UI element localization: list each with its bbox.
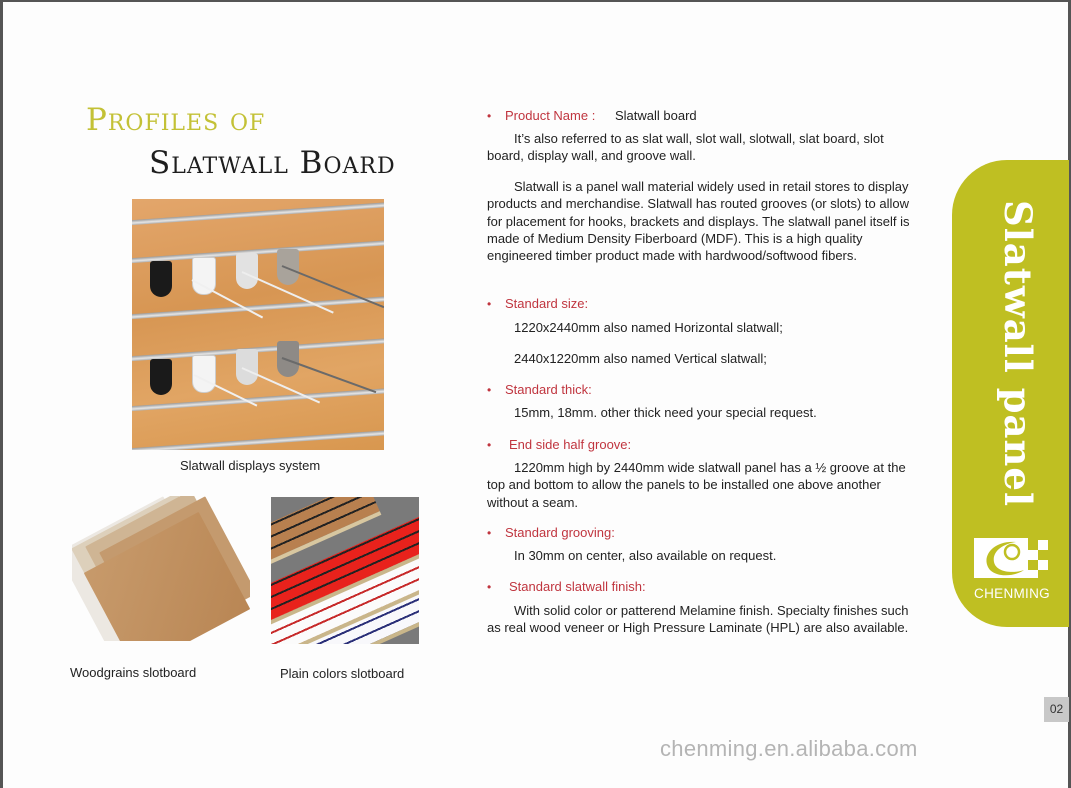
product-name-value: Slatwall board — [615, 108, 697, 123]
product-name-paragraph-2: Slatwall is a panel wall material widely used in retail stores to display products and merchandise. Slatwall has routed grooves (or slots) to allow for placement for hooks, brackets and displays. The slatwall panel itself is made of Medium Density Fiberboard (MDF). This is a high quality engineered timber product made with hardwood/softwood fibers. — [487, 179, 910, 264]
standard-thick-value: 15mm, 18mm. other thick need your special request. — [514, 405, 817, 420]
slat-groove — [132, 201, 384, 227]
black-hook — [150, 261, 172, 297]
plain-colors-caption: Plain colors slotboard — [280, 666, 405, 681]
standard-size-horizontal: 1220x2440mm also named Horizontal slatwall; — [514, 320, 783, 335]
bullet: • — [487, 383, 492, 397]
chenming-logo-icon — [972, 536, 1052, 584]
bullet: • — [487, 438, 492, 452]
watermark: chenming.en.alibaba.com — [660, 736, 918, 761]
slat-groove — [132, 429, 384, 450]
bullet: • — [487, 109, 492, 123]
main-image-caption: Slatwall displays system — [180, 458, 321, 473]
finish-paragraph: With solid color or patterend Melamine finish. Specialty finishes such as real wood veneer or High Pressure Laminate (HPL) are also available. — [487, 603, 909, 636]
woodgrain-slotboard-image — [72, 496, 250, 641]
black-hook — [150, 359, 172, 395]
brand-name: CHENMING — [974, 586, 1050, 601]
heading-line-1: Profiles of — [86, 102, 266, 138]
end-side-paragraph: 1220mm high by 2440mm wide slatwall panel has a ½ groove at the top and bottom to allow the panels to be installed one above another without a seam. — [487, 460, 906, 510]
slatwall-display-image — [132, 199, 384, 450]
grooving-value: In 30mm on center, also available on request. — [514, 548, 777, 563]
silver-hook — [236, 349, 258, 385]
side-tab-title: Slatwall panel — [996, 200, 1040, 508]
standard-size-label: Standard size: — [505, 296, 589, 311]
standard-size-vertical: 2440x1220mm also named Vertical slatwall; — [514, 351, 767, 366]
page-border-top — [0, 0, 1071, 2]
bullet: • — [487, 526, 492, 540]
end-side-label: End side half groove: — [509, 437, 632, 452]
bullet: • — [487, 580, 492, 594]
silver-hook — [236, 253, 258, 289]
product-name-paragraph-1: It’s also referred to as slat wall, slot wall, slotwall, slat board, slot board, display wall, and groove wall. — [487, 131, 884, 164]
heading-line-2: Slatwall Board — [149, 145, 396, 181]
plain-colors-slotboard-image — [271, 497, 419, 644]
woodgrain-caption: Woodgrains slotboard — [70, 665, 197, 680]
page-border-left — [0, 0, 3, 788]
product-name-label: Product Name : — [505, 108, 596, 123]
page-number: 02 — [1044, 697, 1069, 722]
hook-wire — [282, 357, 377, 393]
bullet: • — [487, 297, 492, 311]
finish-label: Standard slatwall finish: — [509, 579, 646, 594]
standard-thick-label: Standard thick: — [505, 382, 592, 397]
grooving-label: Standard grooving: — [505, 525, 615, 540]
